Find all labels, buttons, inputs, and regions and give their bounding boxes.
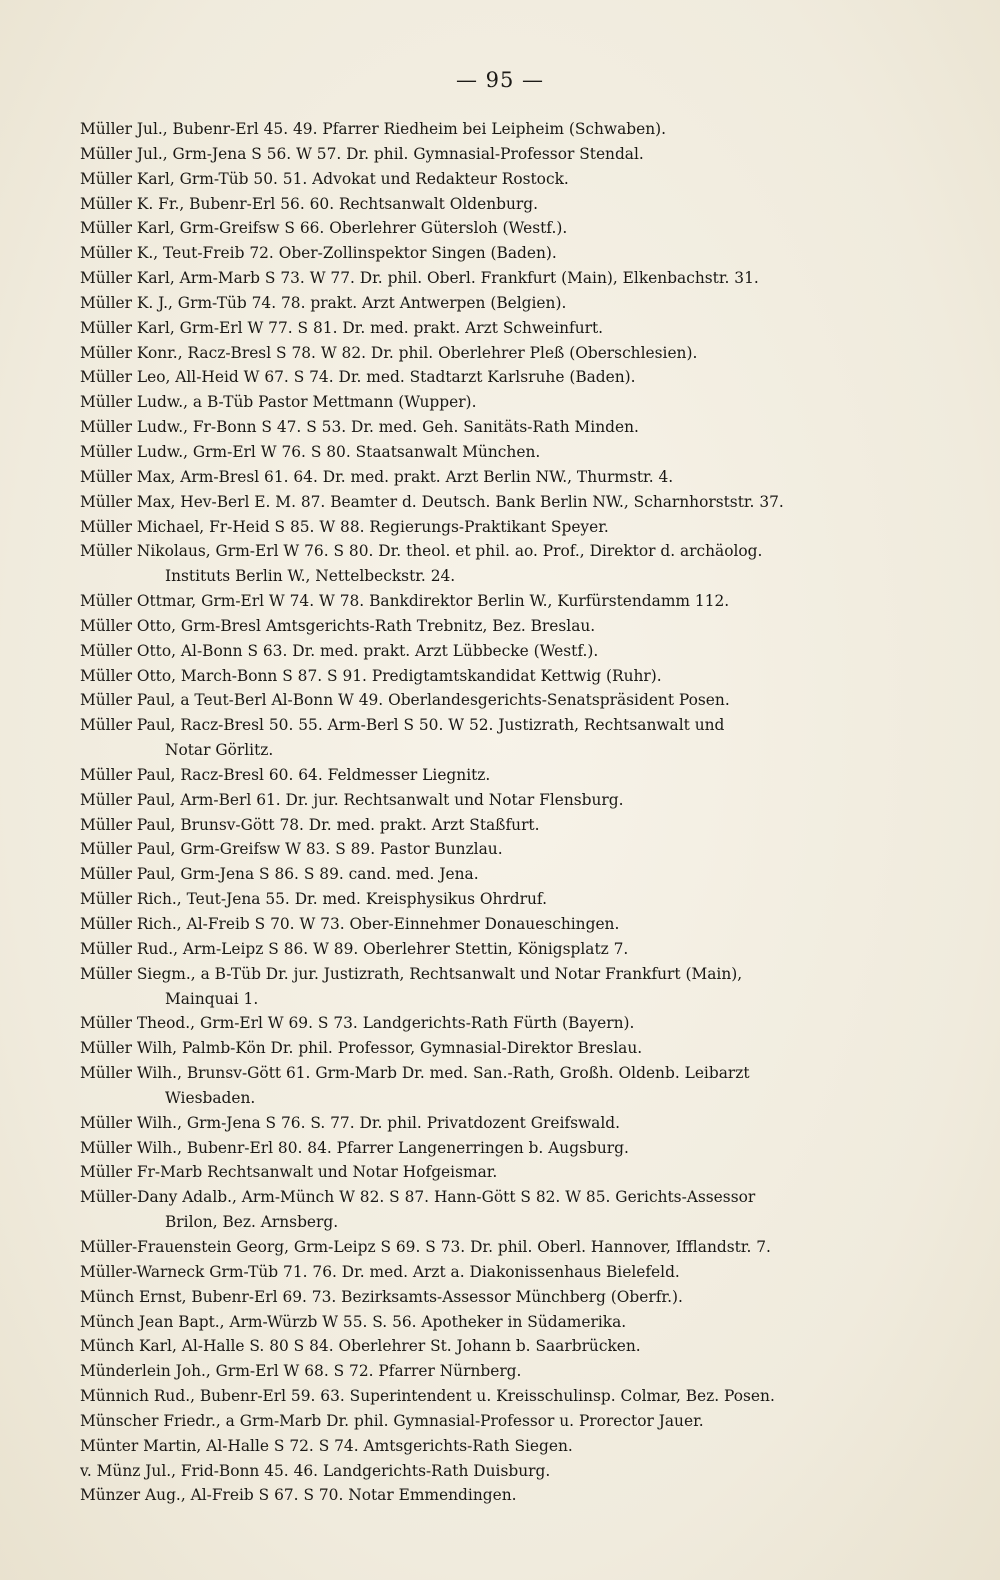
- register-entry: [80, 1036, 920, 1061]
- entry-line: Müller-Dany Adalb., Arm-Münch W 82. S 87. Hann-Gött S 82. W 85. Gerichts-Assessor: [80, 1188, 756, 1207]
- register-entry: [80, 589, 920, 614]
- page-number: — 95 —: [455, 68, 545, 92]
- entry-line: Müller Leo, All-Heid W 67. S 74. Dr. med. Stadtarzt Karlsruhe (Baden).: [80, 368, 636, 387]
- entry-line: Müller Karl, Grm-Tüb 50. 51. Advokat und Redakteur Rostock.: [80, 169, 569, 188]
- entry-line: Müller Jul., Bubenr-Erl 45. 49. Pfarrer Riedheim bei Leipheim (Schwaben).: [80, 120, 667, 138]
- entry-continuation-line: Brilon, Bez. Arnsberg.: [165, 1213, 339, 1232]
- entry-line: Müller Wilh., Grm-Jena S 76. S. 77. Dr. phil. Privatdozent Greifswald.: [80, 1113, 621, 1132]
- register-entry: [80, 788, 920, 813]
- entry-line: Müller Wilh, Palmb-Kön Dr. phil. Professor, Gymnasial-Direktor Breslau.: [80, 1039, 643, 1058]
- entry-line: Müller Otto, Al-Bonn S 63. Dr. med. prakt. Arzt Lübbecke (Westf.).: [80, 641, 599, 660]
- register-entry: [80, 515, 920, 540]
- register-entry: [80, 639, 920, 664]
- entry-line: Müller Wilh., Brunsv-Gött 61. Grm-Marb Dr. med. San.-Rath, Großh. Oldenb. Leibarzt: [80, 1064, 750, 1083]
- entry-line: Münnich Rud., Bubenr-Erl 59. 63. Superintendent u. Kreisschulinsp. Colmar, Bez. Posen.: [80, 1387, 775, 1406]
- register-entry: [80, 912, 920, 937]
- register-entry: [80, 365, 920, 390]
- entry-line: Müller-Warneck Grm-Tüb 71. 76. Dr. med. Arzt a. Diakonissenhaus Bielefeld.: [80, 1262, 680, 1281]
- register-entry: [80, 1334, 920, 1359]
- register-entry: [80, 713, 920, 763]
- register-entry: [80, 117, 920, 142]
- register-entry: [80, 1061, 920, 1111]
- register-entry: [80, 1260, 920, 1285]
- entry-line: Münderlein Joh., Grm-Erl W 68. S 72. Pfarrer Nürnberg.: [80, 1362, 522, 1381]
- register-entry: [80, 167, 920, 192]
- entry-line: Müller Karl, Arm-Marb S 73. W 77. Dr. phil. Oberl. Frankfurt (Main), Elkenbachstr. 31.: [80, 269, 759, 288]
- entry-line: v. Münz Jul., Frid-Bonn 45. 46. Landgerichts-Rath Duisburg.: [80, 1461, 551, 1480]
- entry-line: Müller Ludw., a B-Tüb Pastor Mettmann (Wupper).: [80, 393, 477, 412]
- entry-line: Müller Jul., Grm-Jena S 56. W 57. Dr. phil. Gymnasial-Professor Stendal.: [80, 144, 644, 163]
- register-entry: [80, 1434, 920, 1459]
- register-entry: [80, 142, 920, 167]
- register-entry: [80, 1285, 920, 1310]
- register-entry: [80, 763, 920, 788]
- entry-continuation-line: Mainquai 1.: [165, 989, 259, 1008]
- register-entry: [80, 316, 920, 341]
- entry-line: Müller Nikolaus, Grm-Erl W 76. S 80. Dr. theol. et phil. ao. Prof., Direktor d. archäolog.: [80, 542, 763, 561]
- entry-line: Münch Karl, Al-Halle S. 80 S 84. Oberlehrer St. Johann b. Saarbrücken.: [80, 1337, 641, 1356]
- register-entry: [80, 539, 920, 589]
- register-entry: [80, 1459, 920, 1484]
- entry-line: Münch Ernst, Bubenr-Erl 69. 73. Bezirksamts-Assessor Münchberg (Oberfr.).: [80, 1287, 683, 1306]
- register-entry: [80, 614, 920, 639]
- entry-line: Müller Paul, Arm-Berl 61. Dr. jur. Rechtsanwalt und Notar Flensburg.: [80, 790, 624, 809]
- register-entry: [80, 1160, 920, 1185]
- entry-line: Müller Max, Arm-Bresl 61. 64. Dr. med. prakt. Arzt Berlin NW., Thurmstr. 4.: [80, 467, 674, 486]
- register-entry: [80, 1409, 920, 1434]
- entry-continuation-line: Instituts Berlin W., Nettelbeckstr. 24.: [165, 567, 456, 586]
- register-entry: [80, 440, 920, 465]
- entry-line: Müller Ludw., Grm-Erl W 76. S 80. Staatsanwalt München.: [80, 442, 541, 461]
- register-entry: [80, 415, 920, 440]
- register-entry: [80, 962, 920, 1012]
- register-entry: [80, 1483, 920, 1508]
- register-entry: [80, 341, 920, 366]
- register-entry: [80, 465, 920, 490]
- entry-line: Müller K. Fr., Bubenr-Erl 56. 60. Rechtsanwalt Oldenburg.: [80, 194, 538, 213]
- register-entry: [80, 887, 920, 912]
- register-entry: [80, 664, 920, 689]
- register-entry: [80, 862, 920, 887]
- register-entry: [80, 1359, 920, 1384]
- entry-line: Müller-Frauenstein Georg, Grm-Leipz S 69. S 73. Dr. phil. Oberl. Hannover, Ifflandstr. 7.: [80, 1237, 771, 1256]
- entry-line: Müller Rich., Al-Freib S 70. W 73. Ober-Einnehmer Donaueschingen.: [80, 915, 620, 933]
- entry-line: Müller Wilh., Bubenr-Erl 80. 84. Pfarrer Langenerringen b. Augsburg.: [80, 1138, 629, 1157]
- entry-line: Müller Rich., Teut-Jena 55. Dr. med. Kreisphysikus Ohrdruf.: [80, 890, 547, 909]
- entry-line: Müller Paul, Racz-Bresl 50. 55. Arm-Berl S 50. W 52. Justizrath, Rechtsanwalt und: [80, 716, 725, 735]
- entry-line: Müller Fr-Marb Rechtsanwalt und Notar Hofgeismar.: [80, 1163, 498, 1182]
- register-entry: [80, 291, 920, 316]
- entry-line: Müller Max, Hev-Berl E. M. 87. Beamter d. Deutsch. Bank Berlin NW., Scharnhorststr. 37.: [80, 492, 784, 511]
- entry-line: Müller K., Teut-Freib 72. Ober-Zollinspektor Singen (Baden).: [80, 244, 557, 263]
- entry-line: Müller Ottmar, Grm-Erl W 74. W 78. Bankdirektor Berlin W., Kurfürstendamm 112.: [80, 592, 730, 611]
- entry-line: Müller K. J., Grm-Tüb 74. 78. prakt. Arzt Antwerpen (Belgien).: [80, 293, 567, 312]
- entry-line: Müller Paul, Grm-Jena S 86. S 89. cand. med. Jena.: [80, 865, 479, 884]
- entry-line: Münzer Aug., Al-Freib S 67. S 70. Notar Emmendingen.: [80, 1486, 517, 1505]
- entry-line: Müller Otto, Grm-Bresl Amtsgerichts-Rath Trebnitz, Bez. Breslau.: [80, 616, 596, 635]
- entry-line: Müller Konr., Racz-Bresl S 78. W 82. Dr. phil. Oberlehrer Pleß (Oberschlesien).: [80, 343, 698, 362]
- entry-line: Müller Otto, March-Bonn S 87. S 91. Predigtamtskandidat Kettwig (Ruhr).: [80, 666, 662, 685]
- register-entry: [80, 192, 920, 217]
- register-entry: [80, 241, 920, 266]
- entry-line: Müller Paul, Grm-Greifsw W 83. S 89. Pastor Bunzlau.: [80, 840, 503, 859]
- entry-line: Münch Jean Bapt., Arm-Würzb W 55. S. 56. Apotheker in Südamerika.: [80, 1312, 627, 1331]
- register-entry: [80, 937, 920, 962]
- register-entry: [80, 1011, 920, 1036]
- entry-line: Müller Siegm., a B-Tüb Dr. jur. Justizrath, Rechtsanwalt und Notar Frankfurt (Main),: [80, 964, 743, 983]
- register-entry: [80, 688, 920, 713]
- register-entry: [80, 1185, 920, 1235]
- register-entry: [80, 1235, 920, 1260]
- register-entry: [80, 1111, 920, 1136]
- register-entry: [80, 390, 920, 415]
- entry-line: Müller Karl, Grm-Erl W 77. S 81. Dr. med. prakt. Arzt Schweinfurt.: [80, 318, 604, 337]
- register-entry: [80, 837, 920, 862]
- register-entry: [80, 216, 920, 241]
- entry-line: Müller Michael, Fr-Heid S 85. W 88. Regierungs-Praktikant Speyer.: [80, 517, 609, 536]
- register-entry: [80, 1384, 920, 1409]
- entry-line: Münter Martin, Al-Halle S 72. S 74. Amtsgerichts-Rath Siegen.: [80, 1436, 573, 1455]
- entry-line: Müller Paul, Brunsv-Gött 78. Dr. med. prakt. Arzt Staßfurt.: [80, 815, 540, 834]
- entry-line: Müller Karl, Grm-Greifsw S 66. Oberlehrer Gütersloh (Westf.).: [80, 219, 568, 238]
- entry-list: [80, 117, 920, 1508]
- entry-line: Müller Theod., Grm-Erl W 69. S 73. Landgerichts-Rath Fürth (Bayern).: [80, 1014, 635, 1033]
- entry-line: Müller Rud., Arm-Leipz S 86. W 89. Oberlehrer Stettin, Königsplatz 7.: [80, 939, 629, 958]
- register-entry: [80, 490, 920, 515]
- entry-line: Müller Paul, Racz-Bresl 60. 64. Feldmesser Liegnitz.: [80, 765, 491, 784]
- entry-continuation-line: Wiesbaden.: [165, 1088, 256, 1107]
- register-entry: [80, 1136, 920, 1161]
- entry-line: Müller Ludw., Fr-Bonn S 47. S 53. Dr. med. Geh. Sanitäts-Rath Minden.: [80, 418, 639, 437]
- register-entry: [80, 1310, 920, 1335]
- entry-line: Müller Paul, a Teut-Berl Al-Bonn W 49. Oberlandesgerichts-Senatspräsident Posen.: [80, 691, 730, 710]
- entry-continuation-line: Notar Görlitz.: [165, 741, 274, 760]
- register-entry: [80, 266, 920, 291]
- entry-line: Münscher Friedr., a Grm-Marb Dr. phil. Gymnasial-Professor u. Prorector Jauer.: [80, 1411, 704, 1430]
- register-entry: [80, 813, 920, 838]
